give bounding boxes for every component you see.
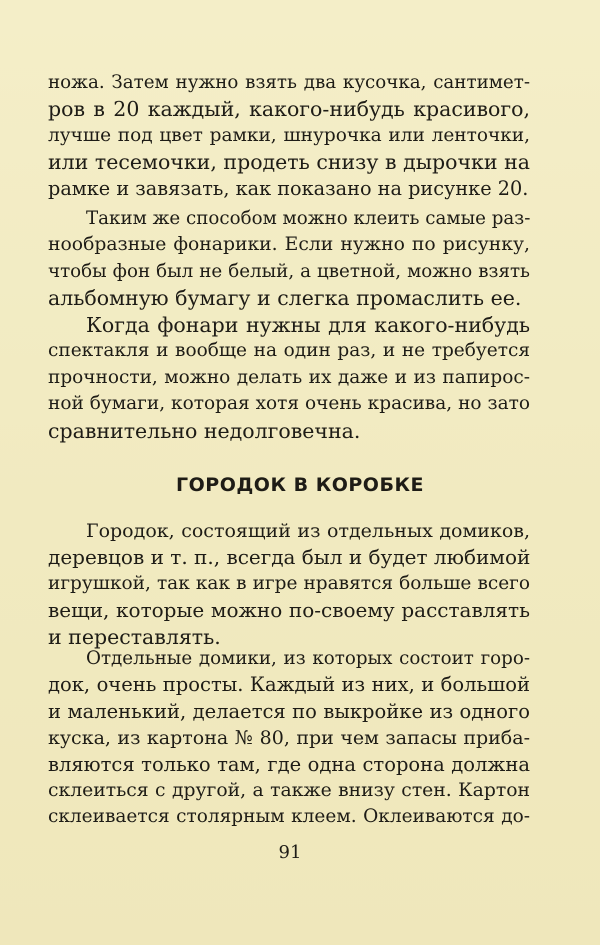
text-line: рамке и завязать, как показано на рисунке 20. bbox=[48, 176, 529, 200]
paragraph-lamp-variety bbox=[48, 206, 530, 312]
text-line: или тесемочки, продеть снизу в дырочки на bbox=[48, 150, 530, 175]
text-line: склеивается столярным клеем. Оклеиваются до- bbox=[48, 806, 530, 828]
paragraph-town-intro bbox=[48, 518, 530, 650]
section-heading: ГОРОДОК В КОРОБКЕ bbox=[176, 474, 424, 496]
page-number: 91 bbox=[278, 842, 302, 863]
text-line: Городок, состоящий из отдельных домиков, bbox=[86, 520, 530, 542]
text-line: нообразные фонарики. Если нужно по рисунку, bbox=[48, 234, 530, 256]
paragraph-lamp-tie bbox=[48, 70, 530, 202]
text-line: ров в 20 каждый, какого-нибудь красивого, bbox=[48, 97, 530, 122]
text-line: деревцов и т. п., всегда был и будет любимой bbox=[48, 545, 531, 570]
text-line: склеиться с другой, а также внизу стен. Картон bbox=[48, 780, 530, 802]
text-line: чтобы фон был не белый, а цветной, можно взять bbox=[48, 260, 530, 282]
text-line: ной бумаги, которая хотя очень красива, но зато bbox=[48, 393, 530, 415]
text-line: док, очень просты. Каждый из них, и большой bbox=[48, 673, 530, 697]
text-line: спектакля и вообще на один раз, и не требуется bbox=[48, 340, 530, 362]
text-line: вляются только там, где одна сторона должна bbox=[48, 752, 530, 776]
text-line: Таким же способом можно клеить самые раз- bbox=[86, 208, 531, 229]
text-line: и переставлять. bbox=[48, 624, 221, 649]
text-line: Когда фонари нужны для какого-нибудь bbox=[86, 313, 530, 337]
text-line: лучше под цвет рамки, шнурочка или ленточки, bbox=[48, 124, 530, 146]
paragraph-lamp-paper bbox=[48, 312, 530, 444]
text-line: Отдельные домики, из которых состоит горо- bbox=[86, 648, 530, 669]
text-line: куска, из картона № 80, при чем запасы приба- bbox=[48, 727, 530, 750]
text-line: игрушкой, так как в игре нравятся больше всего bbox=[48, 572, 530, 594]
text-line: и маленький, делается по выкройке из одного bbox=[48, 699, 530, 723]
text-line: ножа. Затем нужно взять два кусочка, сантимет- bbox=[48, 72, 530, 93]
text-line: прочности, можно делать их даже и из папирос- bbox=[48, 366, 530, 388]
text-line: вещи, которые можно по-своему расставлять bbox=[48, 598, 530, 623]
text-line: сравнительно недолговечна. bbox=[48, 418, 361, 443]
text-line: альбомную бумагу и слегка промаслить ее. bbox=[48, 286, 522, 311]
paragraph-town-houses bbox=[48, 646, 530, 831]
